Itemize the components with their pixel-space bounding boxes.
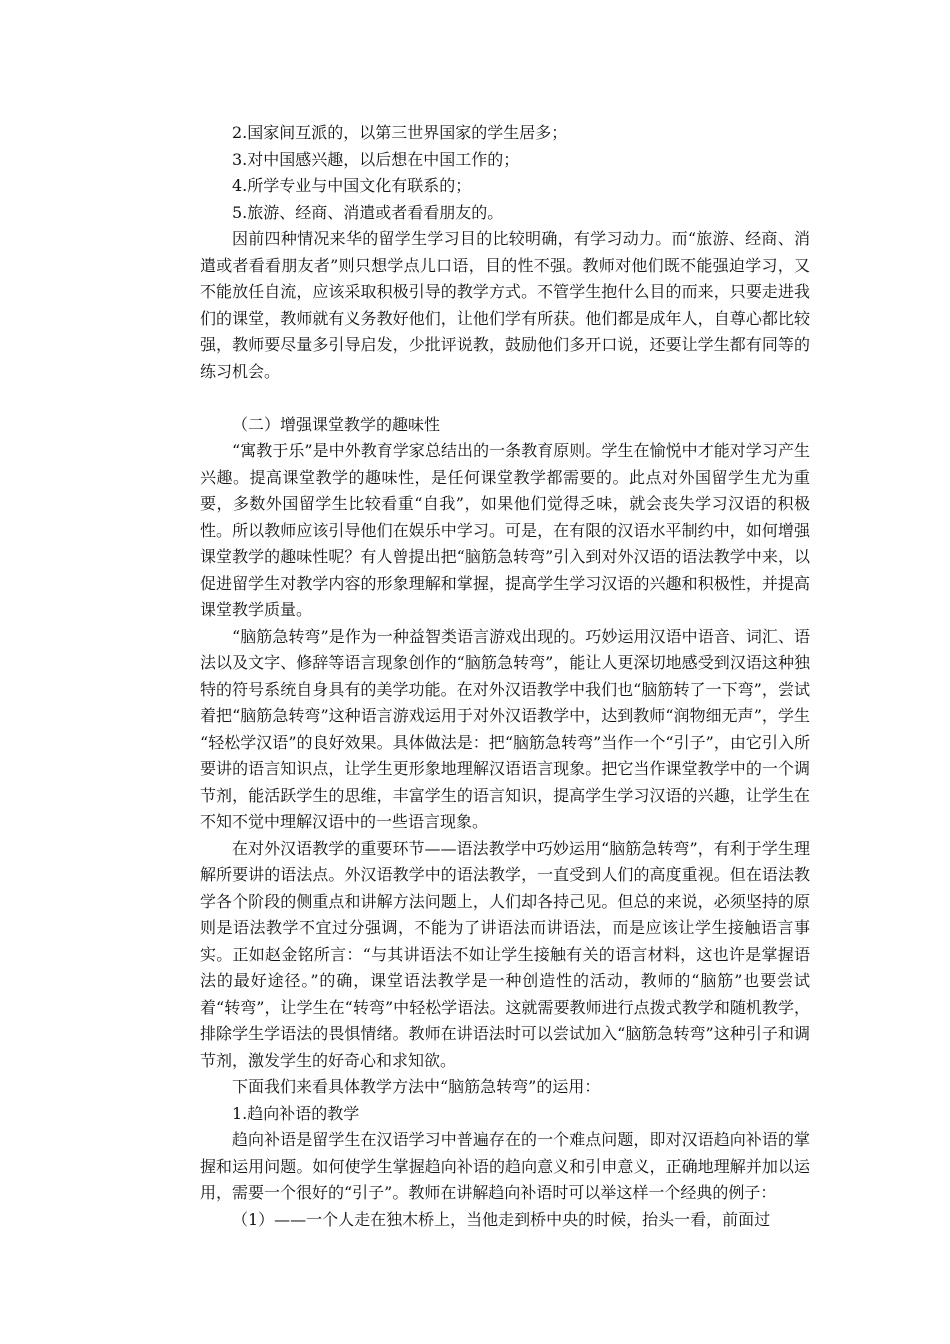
paragraph-grammar-teaching: 在对外汉语教学的重要环节——语法教学中巧妙运用“脑筋急转弯”，有利于学生理解所要讲的语法点。外汉语教学中的语法教学，一直受到人们的高度重视。但在语法教学各个阶段的侧重点和讲解方法问题上，人们却各持己见。但总的来说，必须坚持的原则是语法教学不宜过分强调，不能为了讲语法而讲语法，而是应该让学生接触语言事实。正如赵金铭所言：“与其讲语法不如让学生接触有关的语言材料，这也许是掌握语法的最好途径。”的确，课堂语法教学是一种创造性的活动，教师的“脑筋”也要尝试着“转弯”，让学生在“转弯”中轻松学语法。这就需要教师进行点拨式教学和随机教学，排除学生学语法的畏惧情绪。教师在讲语法时可以尝试加入“脑筋急转弯”这种引子和调节剂，激发学生的好奇心和求知欲。 — [200, 838, 810, 1070]
paragraph-teaching-principle: “寓教于乐”是中外教育学家总结出的一条教育原则。学生在愉悦中才能对学习产生兴趣。提高课堂教学的趣味性，是任何课堂教学都需要的。此点对外国留学生尤为重要，多数外国留学生比较看重“自我”，如果他们觉得乏味，就会丧失学习汉语的积极性。所以教师应该引导他们在娱乐中学习。可是，在有限的汉语水平制约中，如何增强课堂教学的趣味性呢？有人曾提出把“脑筋急转弯”引入到对外汉语的语法教学中来，以促进留学生对教学内容的形象理解和掌握，提高学生学习汉语的兴趣和积极性，并提高课堂教学质量。 — [200, 441, 810, 619]
subheading-directional-complement: 1.趋向补语的教学 — [232, 1103, 360, 1123]
paragraph-directional-complement: 趋向补语是留学生在汉语学习中普遍存在的一个难点问题，即对汉语趋向补语的掌握和运用问题。如何使学生掌握趋向补语的趋向意义和引申意义，正确地理解并加以运用，需要一个很好的“引子”。教师在讲解趋向补语时可以举这样一个经典的例子： — [200, 1130, 810, 1202]
list-item: 4.所学专业与中国文化有联系的； — [232, 176, 472, 195]
paragraph-motivation: 因前四种情况来华的留学生学习目的比较明确，有学习动力。而“旅游、经商、消遣或者看看朋友者”则只想学点儿口语，目的性不强。教师对他们既不能强迫学习，又不能放任自流，应该采取积极引导的教学方式。不管学生抱什么目的而来，只要走进我们的课堂，教师就有义务教好他们，让他们学有所获。他们都是成年人，自尊心都比较强，教师要尽量多引导启发，少批评说教，鼓励他们多开口说，还要让学生都有同等的练习机会。 — [200, 229, 810, 381]
list-item: 5.旅游、经商、消遣或者看看朋友的。 — [232, 202, 504, 222]
document-body — [200, 120, 810, 1233]
list-item: 3.对中国感兴趣，以后想在中国工作的； — [232, 149, 520, 169]
paragraph-brain-teaser: “脑筋急转弯”是作为一种益智类语言游戏出现的。巧妙运用汉语中语音、词汇、语法以及文字、修辞等语言现象创作的“脑筋急转弯”，能让人更深切地感受到汉语这种独特的符号系统自身具有的美学功能。在对外汉语教学中我们也“脑筋转了一下弯”，尝试着把“脑筋急转弯”这种语言游戏运用于对外汉语教学中，达到教师“润物细无声”，学生 “轻松学汉语”的良好效果。具体做法是：把“脑筋急转弯”当作一个“引子”，由它引入所要讲的语言知识点，让学生更形象地理解汉语语言现象。把它当作课堂教学中的一个调节剂，能活跃学生的思维，丰富学生的语言知识，提高学生学习汉语的兴趣，让学生在不知不觉中理解汉语中的一些语言现象。 — [200, 626, 810, 831]
section-heading: （二）增强课堂教学的趣味性 — [232, 414, 441, 434]
paragraph-gap — [200, 385, 810, 412]
list-item: 2.国家间互派的，以第三世界国家的学生居多； — [232, 123, 568, 142]
example-item: （1）——一个人走在独木桥上，当他走到桥中央的时候，抬头一看，前面过 — [232, 1209, 771, 1229]
paragraph-intro-methods: 下面我们来看具体教学方法中“脑筋急转弯”的运用： — [232, 1077, 601, 1096]
